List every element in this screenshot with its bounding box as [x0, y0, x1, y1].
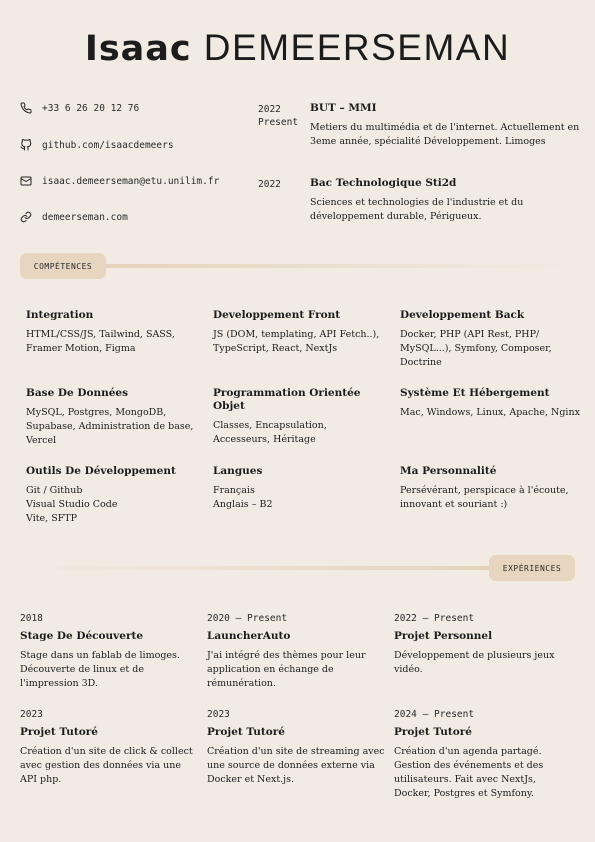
- skill-title: Developpement Back: [400, 309, 525, 321]
- education-title: Bac Technologique Sti2d: [310, 177, 457, 189]
- experience-title: Projet Personnel: [394, 630, 493, 642]
- skill-block: [26, 387, 206, 448]
- contact-email[interactable]: [20, 173, 219, 189]
- experience-text: Stage dans un fablab de limoges. Découverte de linux et de l'impression 3D.: [20, 650, 180, 689]
- skill-block: [213, 309, 393, 356]
- experience-date: 2024 — Present: [394, 709, 475, 720]
- experience-text: Création d'un site de click & collect avec gestion des données via une API php.: [20, 746, 193, 785]
- contact-text: github.com/isaacdemeers: [42, 139, 174, 151]
- skill-block: [26, 309, 206, 356]
- education-date: 2022 Present: [258, 104, 299, 128]
- skill-title: Integration: [26, 309, 94, 321]
- experience-item: [394, 612, 574, 677]
- skill-block: [213, 387, 373, 447]
- experience-item: [207, 612, 387, 691]
- mail-icon: [20, 175, 32, 187]
- contact-text: demeerseman.com: [42, 211, 128, 223]
- experience-text: Développement de plusieurs jeux vidéo.: [394, 650, 555, 675]
- experience-section-tag: EXPÉRIENCES: [489, 555, 575, 581]
- contact-website[interactable]: [20, 209, 128, 225]
- skill-block: [213, 465, 393, 512]
- education-title: BUT – MMI: [310, 102, 377, 114]
- phone-icon: [20, 102, 32, 114]
- skills-section-tag: COMPÉTENCES: [20, 253, 106, 279]
- skills-divider: [100, 264, 570, 268]
- experience-text: Création d'un site de streaming avec une source de données externe via Docker et Next.js.: [207, 746, 385, 785]
- skill-text: JS (DOM, templating, API Fetch..), TypeScript, React, NextJs: [213, 329, 380, 354]
- skill-text: Français Anglais – B2: [213, 485, 273, 510]
- link-icon: [20, 211, 32, 223]
- skill-block: [26, 465, 206, 526]
- experience-title: Projet Tutoré: [207, 726, 285, 738]
- skill-title: Système Et Hébergement: [400, 387, 550, 399]
- experience-title: LauncherAuto: [207, 630, 291, 642]
- experience-item: [20, 708, 200, 787]
- education-date: 2022: [258, 179, 281, 190]
- skill-title: Langues: [213, 465, 263, 477]
- contact-text: isaac.demeerseman@etu.unilim.fr: [42, 175, 220, 187]
- experience-item: [394, 708, 574, 801]
- contact-github[interactable]: [20, 137, 174, 153]
- skill-text: Mac, Windows, Linux, Apache, Nginx: [400, 407, 580, 418]
- contact-text: +33 6 26 20 12 76: [42, 102, 140, 114]
- experience-title: Projet Tutoré: [394, 726, 472, 738]
- education-description: Sciences et technologies de l'industrie et du développement durable, Périgueux.: [310, 197, 524, 222]
- skill-block: [400, 465, 580, 512]
- skill-text: Persévérant, perspicace à l'écoute, innovant et souriant :): [400, 485, 569, 510]
- experience-date: 2018: [20, 613, 43, 624]
- education-description: Metiers du multimédia et de l'internet. Actuellement en 3eme année, spécialité Développement. Limoges: [310, 122, 580, 147]
- skill-text: Git / Github Visual Studio Code Vite, SFTP: [26, 485, 118, 524]
- skill-text: Classes, Encapsulation, Accesseurs, Héritage: [213, 420, 327, 445]
- experience-divider: [25, 566, 495, 570]
- contact-phone[interactable]: [20, 100, 139, 116]
- experience-date: 2023: [20, 709, 43, 720]
- skill-text: HTML/CSS/JS, Tailwind, SASS, Framer Motion, Figma: [26, 329, 175, 354]
- skill-title: Base De Données: [26, 387, 129, 399]
- experience-title: Stage De Découverte: [20, 630, 144, 642]
- skill-title: Ma Personnalité: [400, 465, 497, 477]
- github-icon: [20, 139, 32, 151]
- skill-text: MySQL, Postgres, MongoDB, Supabase, Administration de base, Vercel: [26, 407, 194, 446]
- last-name: DEMEERSEMAN: [203, 27, 511, 68]
- experience-date: 2023: [207, 709, 230, 720]
- experience-text: Création d'un agenda partagé. Gestion des événements et des utilisateurs. Fait avec NextJs, Docker, Postgres et Symfony.: [394, 746, 544, 799]
- experience-item: [207, 708, 387, 787]
- experience-title: Projet Tutoré: [20, 726, 98, 738]
- skill-text: Docker, PHP (API Rest, PHP/ MySQL...), Symfony, Composer, Doctrine: [400, 329, 552, 368]
- experience-item: [20, 612, 200, 691]
- skill-title: Programmation Orientée Objet: [213, 387, 361, 412]
- experience-date: 2022 — Present: [394, 613, 475, 624]
- experience-text: J'ai intégré des thèmes pour leur application en échange de rémunération.: [207, 650, 366, 689]
- first-name: Isaac: [84, 29, 192, 69]
- experience-date: 2020 — Present: [207, 613, 288, 624]
- skill-title: Developpement Front: [213, 309, 341, 321]
- skill-block: [400, 387, 580, 420]
- skill-title: Outils De Développement: [26, 465, 176, 477]
- candidate-name: [0, 26, 595, 71]
- skill-block: [400, 309, 580, 370]
